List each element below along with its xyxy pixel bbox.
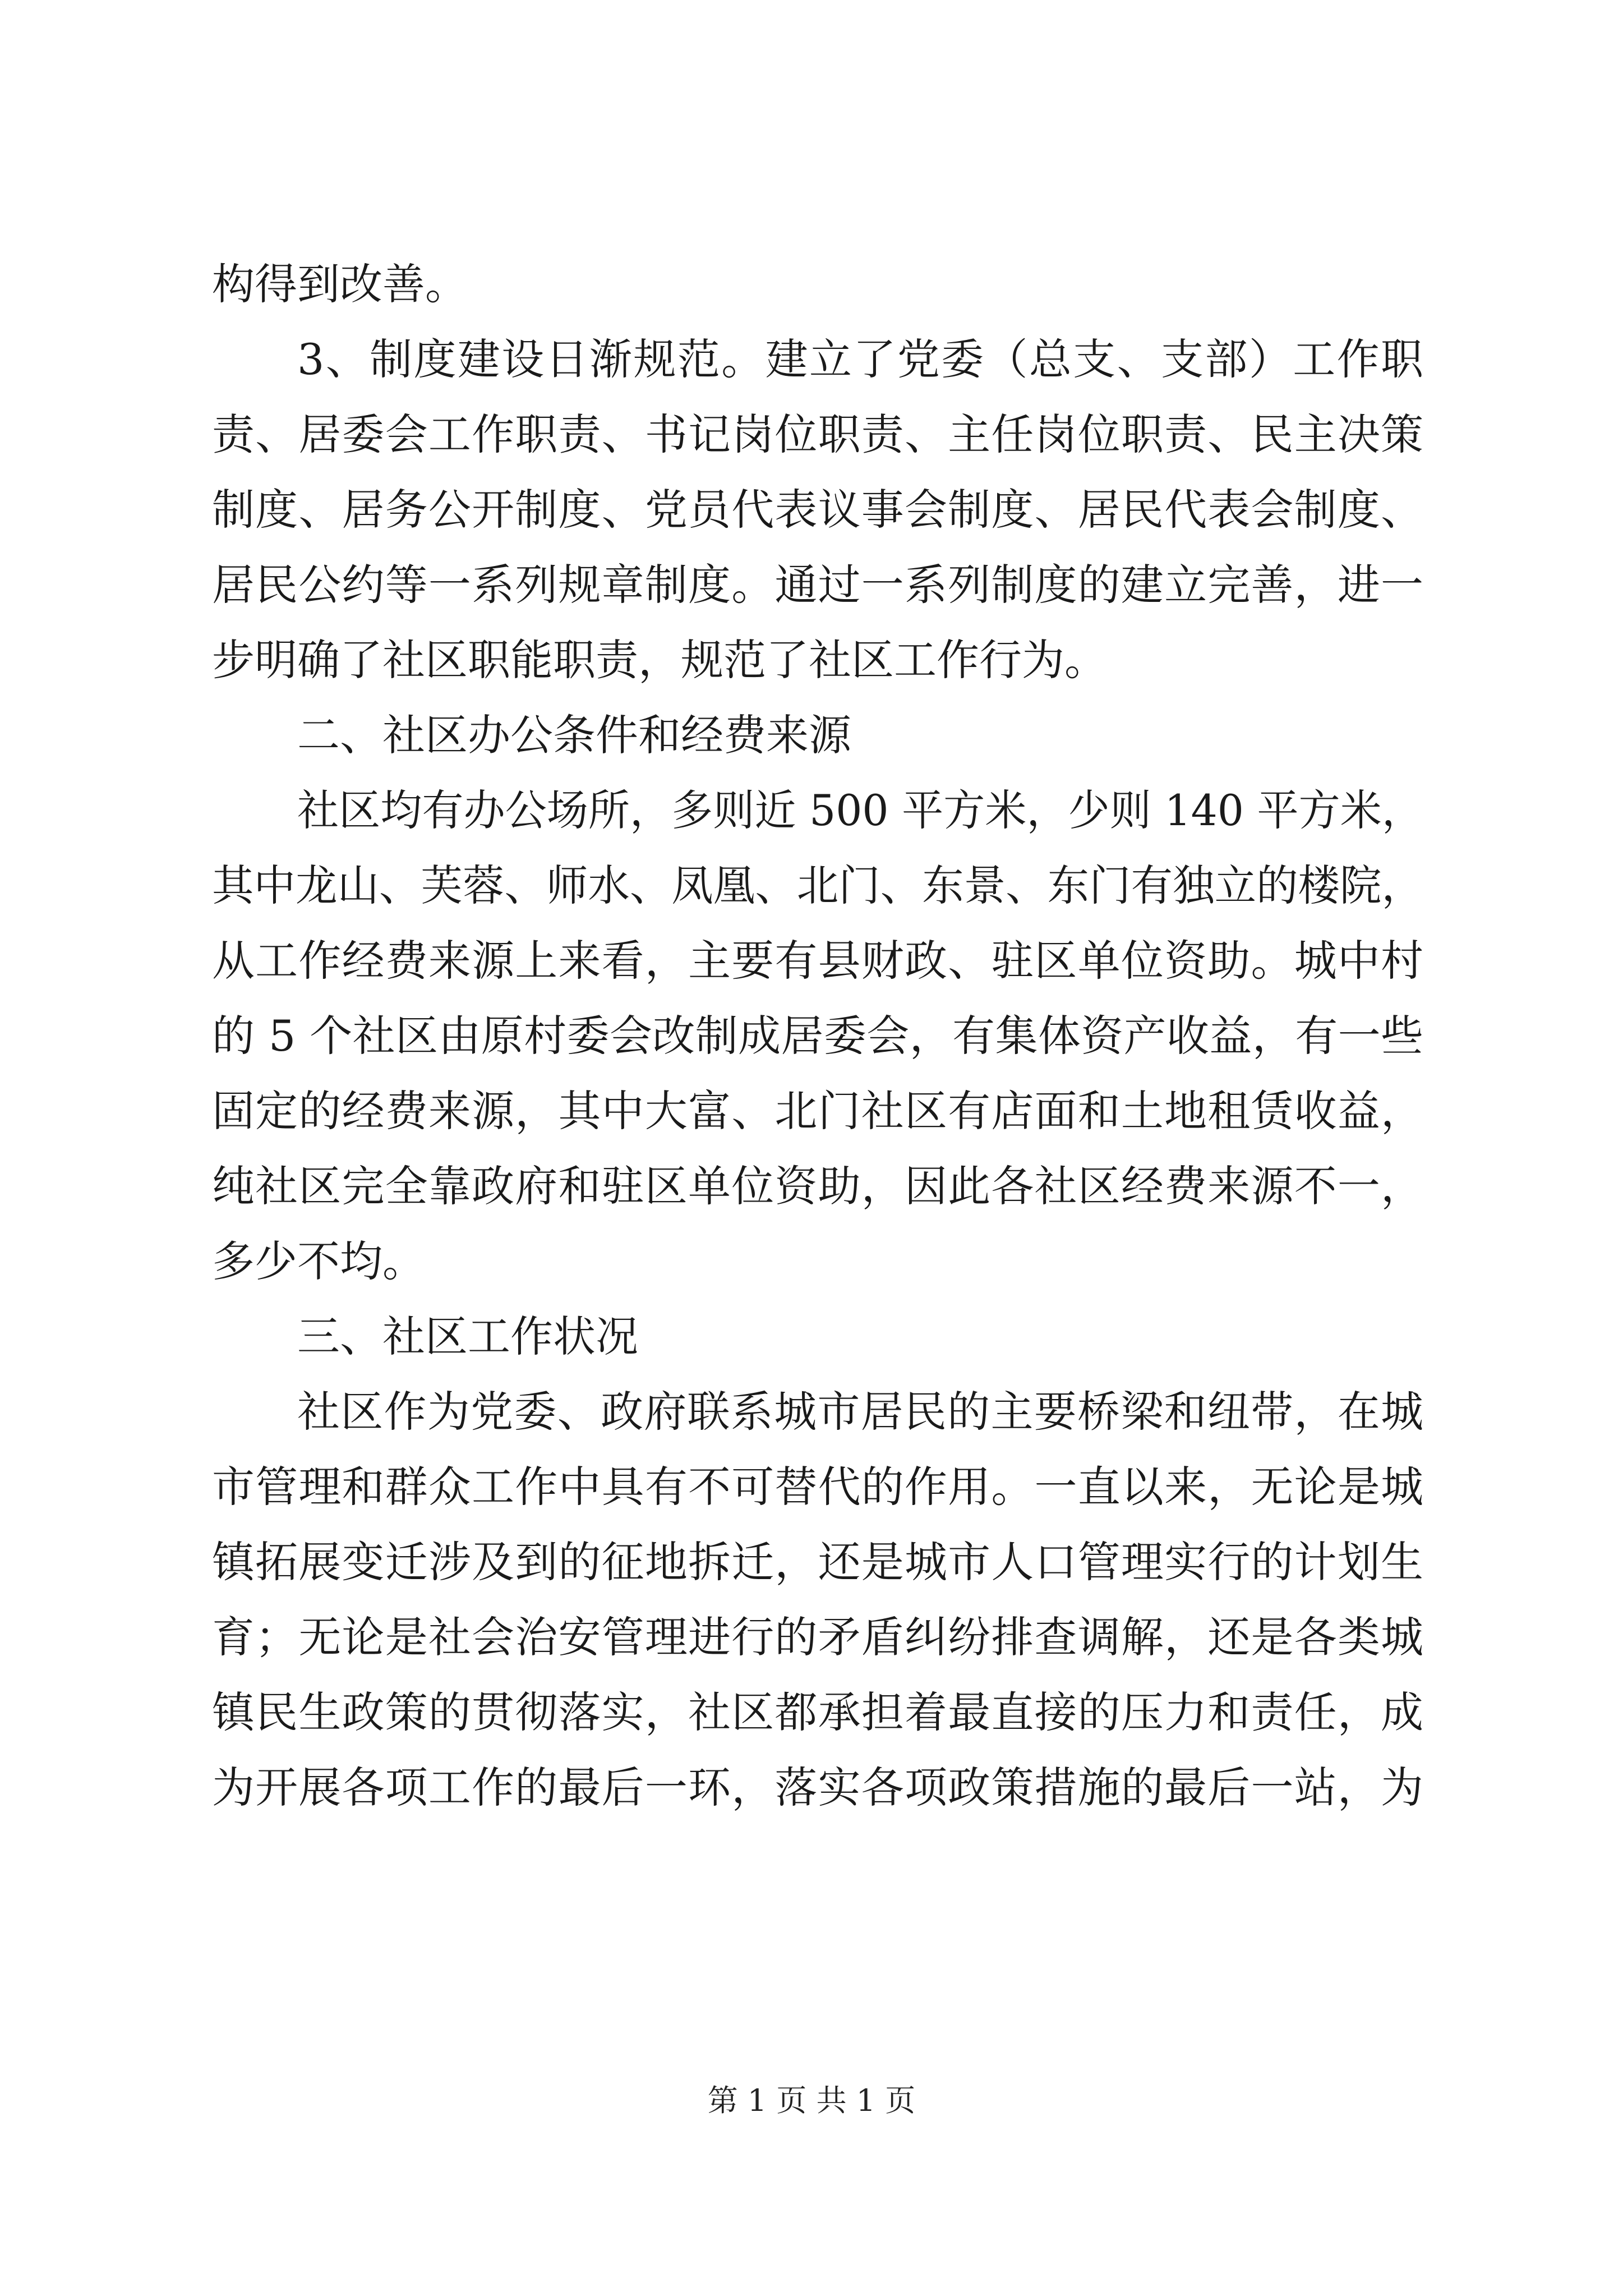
text-line [212, 1675, 1423, 1750]
text-line [212, 1450, 1423, 1525]
text-line [212, 1525, 1423, 1600]
text-line [212, 923, 1423, 999]
document-body [212, 247, 1423, 1825]
text-line-content: 镇民生政策的贯彻落实，社区都承担着最直接的压力和责任，成 [212, 1687, 1424, 1737]
text-line [212, 547, 1423, 623]
text-line-content: 构得到改善。 [212, 259, 468, 309]
text-line-content: 步明确了社区职能职责，规范了社区工作行为。 [212, 635, 1107, 685]
text-line-content: 3、制度建设日渐规范。建立了党委（总支、支部）工作职 [297, 334, 1425, 384]
text-line [212, 848, 1423, 923]
text-line [212, 773, 1423, 848]
text-line [212, 999, 1423, 1074]
text-line-content: 市管理和群众工作中具有不可替代的作用。一直以来，无论是城 [212, 1462, 1424, 1512]
text-line-content: 为开展各项工作的最后一环，落实各项政策措施的最后一站，为 [212, 1763, 1424, 1812]
text-line [212, 698, 1423, 773]
text-line-content: 固定的经费来源，其中大富、北门社区有店面和土地租赁收益， [212, 1086, 1424, 1136]
text-line [212, 1074, 1423, 1149]
text-line [212, 397, 1423, 472]
text-line [212, 322, 1423, 397]
text-line-content: 二、社区办公条件和经费来源 [297, 710, 851, 760]
text-line-content: 多少不均。 [212, 1236, 425, 1286]
text-line-content: 镇拓展变迁涉及到的征地拆迁，还是城市人口管理实行的计划生 [212, 1537, 1424, 1587]
text-line-content: 社区作为党委、政府联系城市居民的主要桥梁和纽带，在城 [297, 1387, 1424, 1437]
text-line-content: 的 5 个社区由原村委会改制成居委会，有集体资产收益，有一些 [212, 1011, 1424, 1061]
text-line-content: 育；无论是社会治安管理进行的矛盾纠纷排查调解，还是各类城 [212, 1612, 1424, 1662]
text-line [212, 1299, 1423, 1374]
text-line [212, 1374, 1423, 1450]
page-footer: 第 1 页 共 1 页 [707, 2083, 916, 2118]
text-line-content: 社区均有办公场所，多则近 500 平方米，少则 140 平方米， [297, 785, 1423, 835]
text-line-content: 三、社区工作状况 [297, 1312, 638, 1361]
text-line-content: 责、居委会工作职责、书记岗位职责、主任岗位职责、民主决策 [212, 409, 1424, 459]
text-line-content: 其中龙山、芙蓉、师水、凤凰、北门、东景、东门有独立的楼院， [212, 861, 1423, 910]
text-line [212, 1224, 1423, 1299]
text-line [212, 247, 1423, 322]
text-line [212, 1600, 1423, 1675]
text-line [212, 1149, 1423, 1224]
text-line-content: 纯社区完全靠政府和驻区单位资助，因此各社区经费来源不一， [212, 1161, 1424, 1211]
text-line [212, 472, 1423, 547]
text-line [212, 623, 1423, 698]
text-line-content: 从工作经费来源上来看，主要有县财政、驻区单位资助。城中村 [212, 936, 1424, 986]
text-line [212, 1750, 1423, 1825]
text-line-content: 居民公约等一系列规章制度。通过一系列制度的建立完善，进一 [212, 560, 1424, 610]
text-line-content: 制度、居务公开制度、党员代表议事会制度、居民代表会制度、 [212, 485, 1424, 535]
